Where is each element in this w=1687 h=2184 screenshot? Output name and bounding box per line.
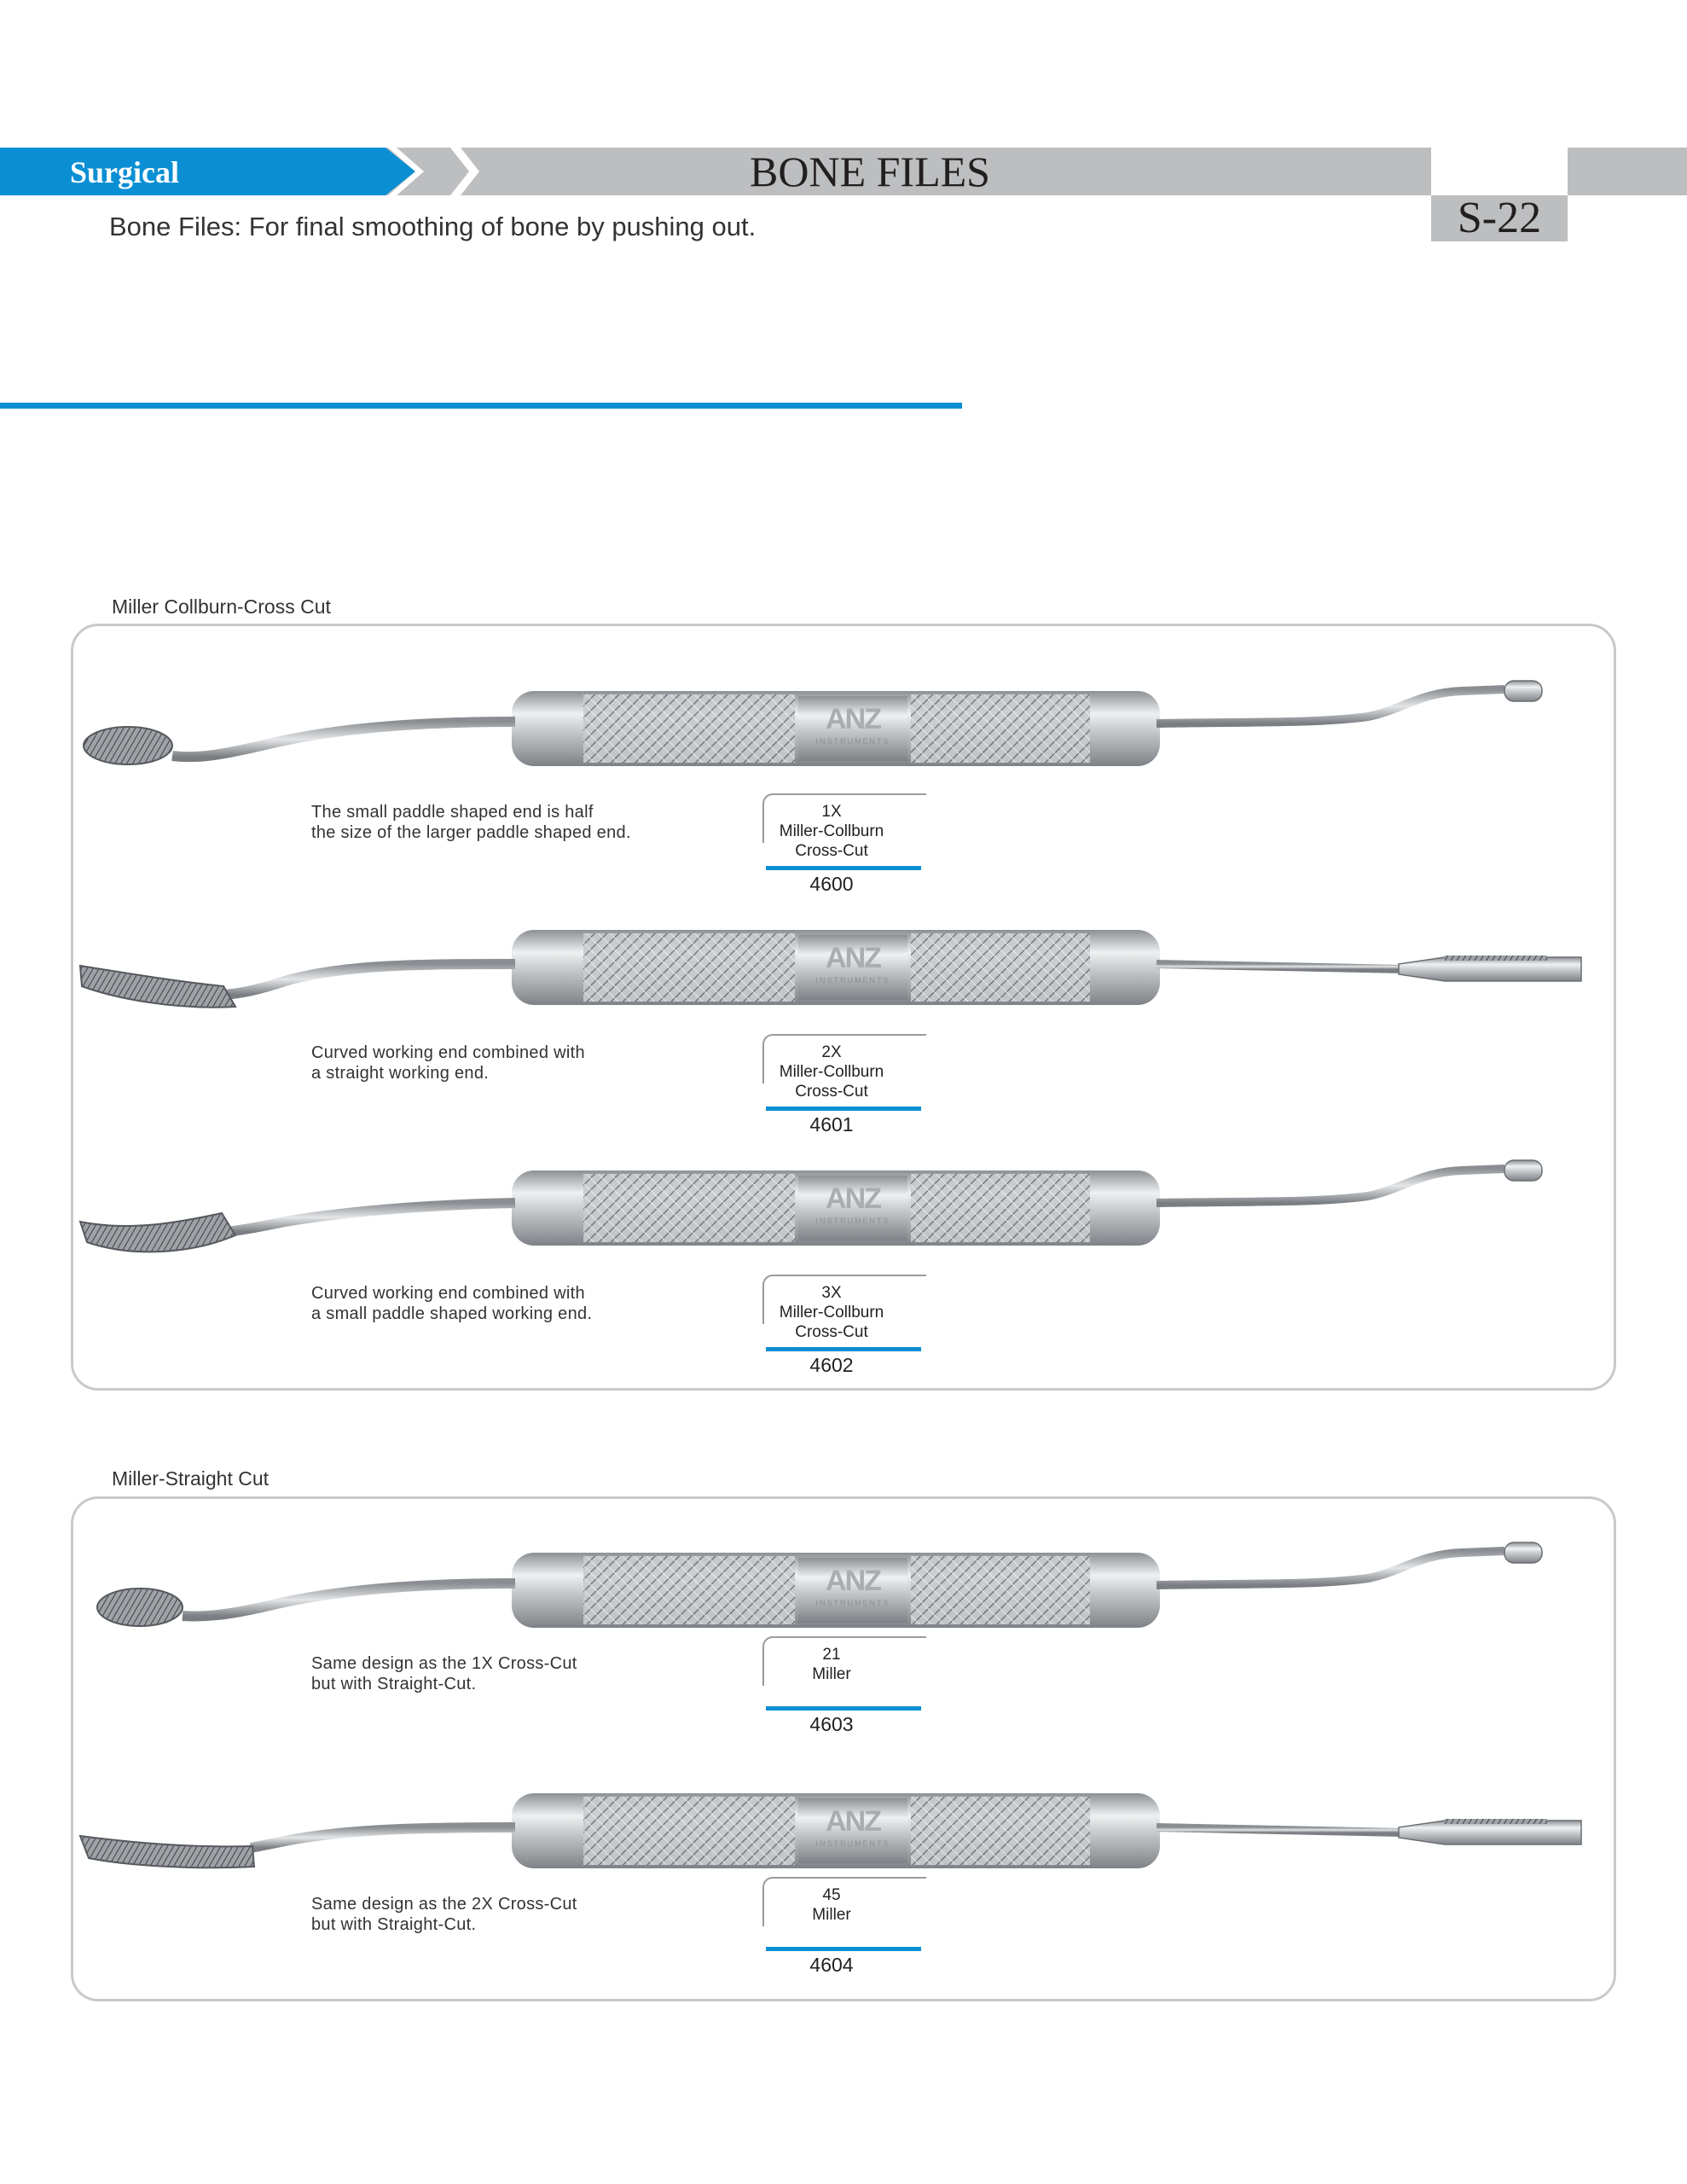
label-line: 21	[822, 1646, 841, 1664]
description-line: the size of the larger paddle shaped end.	[311, 823, 631, 842]
label-line: 45	[822, 1886, 841, 1904]
header-band-right	[1568, 148, 1687, 195]
bone-file-instrument-image	[72, 1776, 1615, 1887]
product-description	[311, 802, 704, 843]
page-title: BONE FILES	[750, 148, 990, 195]
catalog-number: 4602	[809, 1354, 854, 1376]
product-label	[759, 1043, 904, 1101]
product-label	[759, 1283, 904, 1342]
label-line: 2X	[821, 1043, 842, 1061]
label-line: Miller-Collburn	[779, 1063, 884, 1081]
product-description	[311, 1653, 704, 1694]
divider	[0, 403, 962, 409]
label-line: Miller	[812, 1665, 851, 1683]
description-line: a straight working end.	[311, 1064, 490, 1083]
bone-file-instrument-image	[72, 1536, 1615, 1647]
bone-file-instrument-image	[72, 913, 1615, 1024]
group-title: Miller-Straight Cut	[112, 1467, 270, 1490]
label-underline	[766, 1706, 921, 1711]
description-line: a small paddle shaped working end.	[311, 1304, 593, 1323]
product-description	[311, 1283, 704, 1324]
product-label	[759, 802, 904, 861]
description-line: Same design as the 1X Cross-Cut	[311, 1654, 577, 1673]
label-underline	[766, 1107, 921, 1111]
label-line: 3X	[821, 1284, 842, 1302]
label-underline	[766, 1347, 921, 1351]
label-line: 1X	[821, 803, 842, 821]
catalog-number: 4600	[809, 873, 854, 895]
label-underline	[766, 1947, 921, 1951]
bone-file-instrument-image	[72, 674, 1615, 785]
description-line: Curved working end combined with	[311, 1043, 585, 1062]
label-line: Miller-Collburn	[779, 1304, 884, 1321]
catalog-number: 4604	[809, 1954, 854, 1976]
product-description	[311, 1043, 704, 1083]
description-line: but with Straight-Cut.	[311, 1915, 477, 1934]
label-line: Cross-Cut	[795, 1323, 868, 1341]
section-label: Surgical	[70, 155, 180, 189]
label-line: Cross-Cut	[795, 842, 868, 860]
page-code: S-22	[1431, 195, 1568, 241]
product-label	[759, 1885, 904, 1925]
label-underline	[766, 866, 921, 870]
description-line: Same design as the 2X Cross-Cut	[311, 1895, 577, 1914]
label-line: Miller	[812, 1906, 851, 1924]
label-line: Cross-Cut	[795, 1083, 868, 1101]
label-line: Miller-Collburn	[779, 822, 884, 840]
catalog-number: 4603	[809, 1713, 854, 1735]
bone-file-instrument-image	[72, 1153, 1615, 1264]
product-description	[311, 1894, 704, 1935]
section-tab	[0, 148, 415, 195]
group-title: Miller Collburn-Cross Cut	[112, 595, 331, 618]
description-line: Curved working end combined with	[311, 1284, 585, 1303]
description-line: The small paddle shaped end is half	[311, 803, 594, 822]
intro-text: Bone Files: For final smoothing of bone by pushing out.	[109, 212, 757, 241]
description-line: but with Straight-Cut.	[311, 1675, 477, 1693]
catalog-number: 4601	[809, 1113, 854, 1136]
product-label	[759, 1645, 904, 1684]
